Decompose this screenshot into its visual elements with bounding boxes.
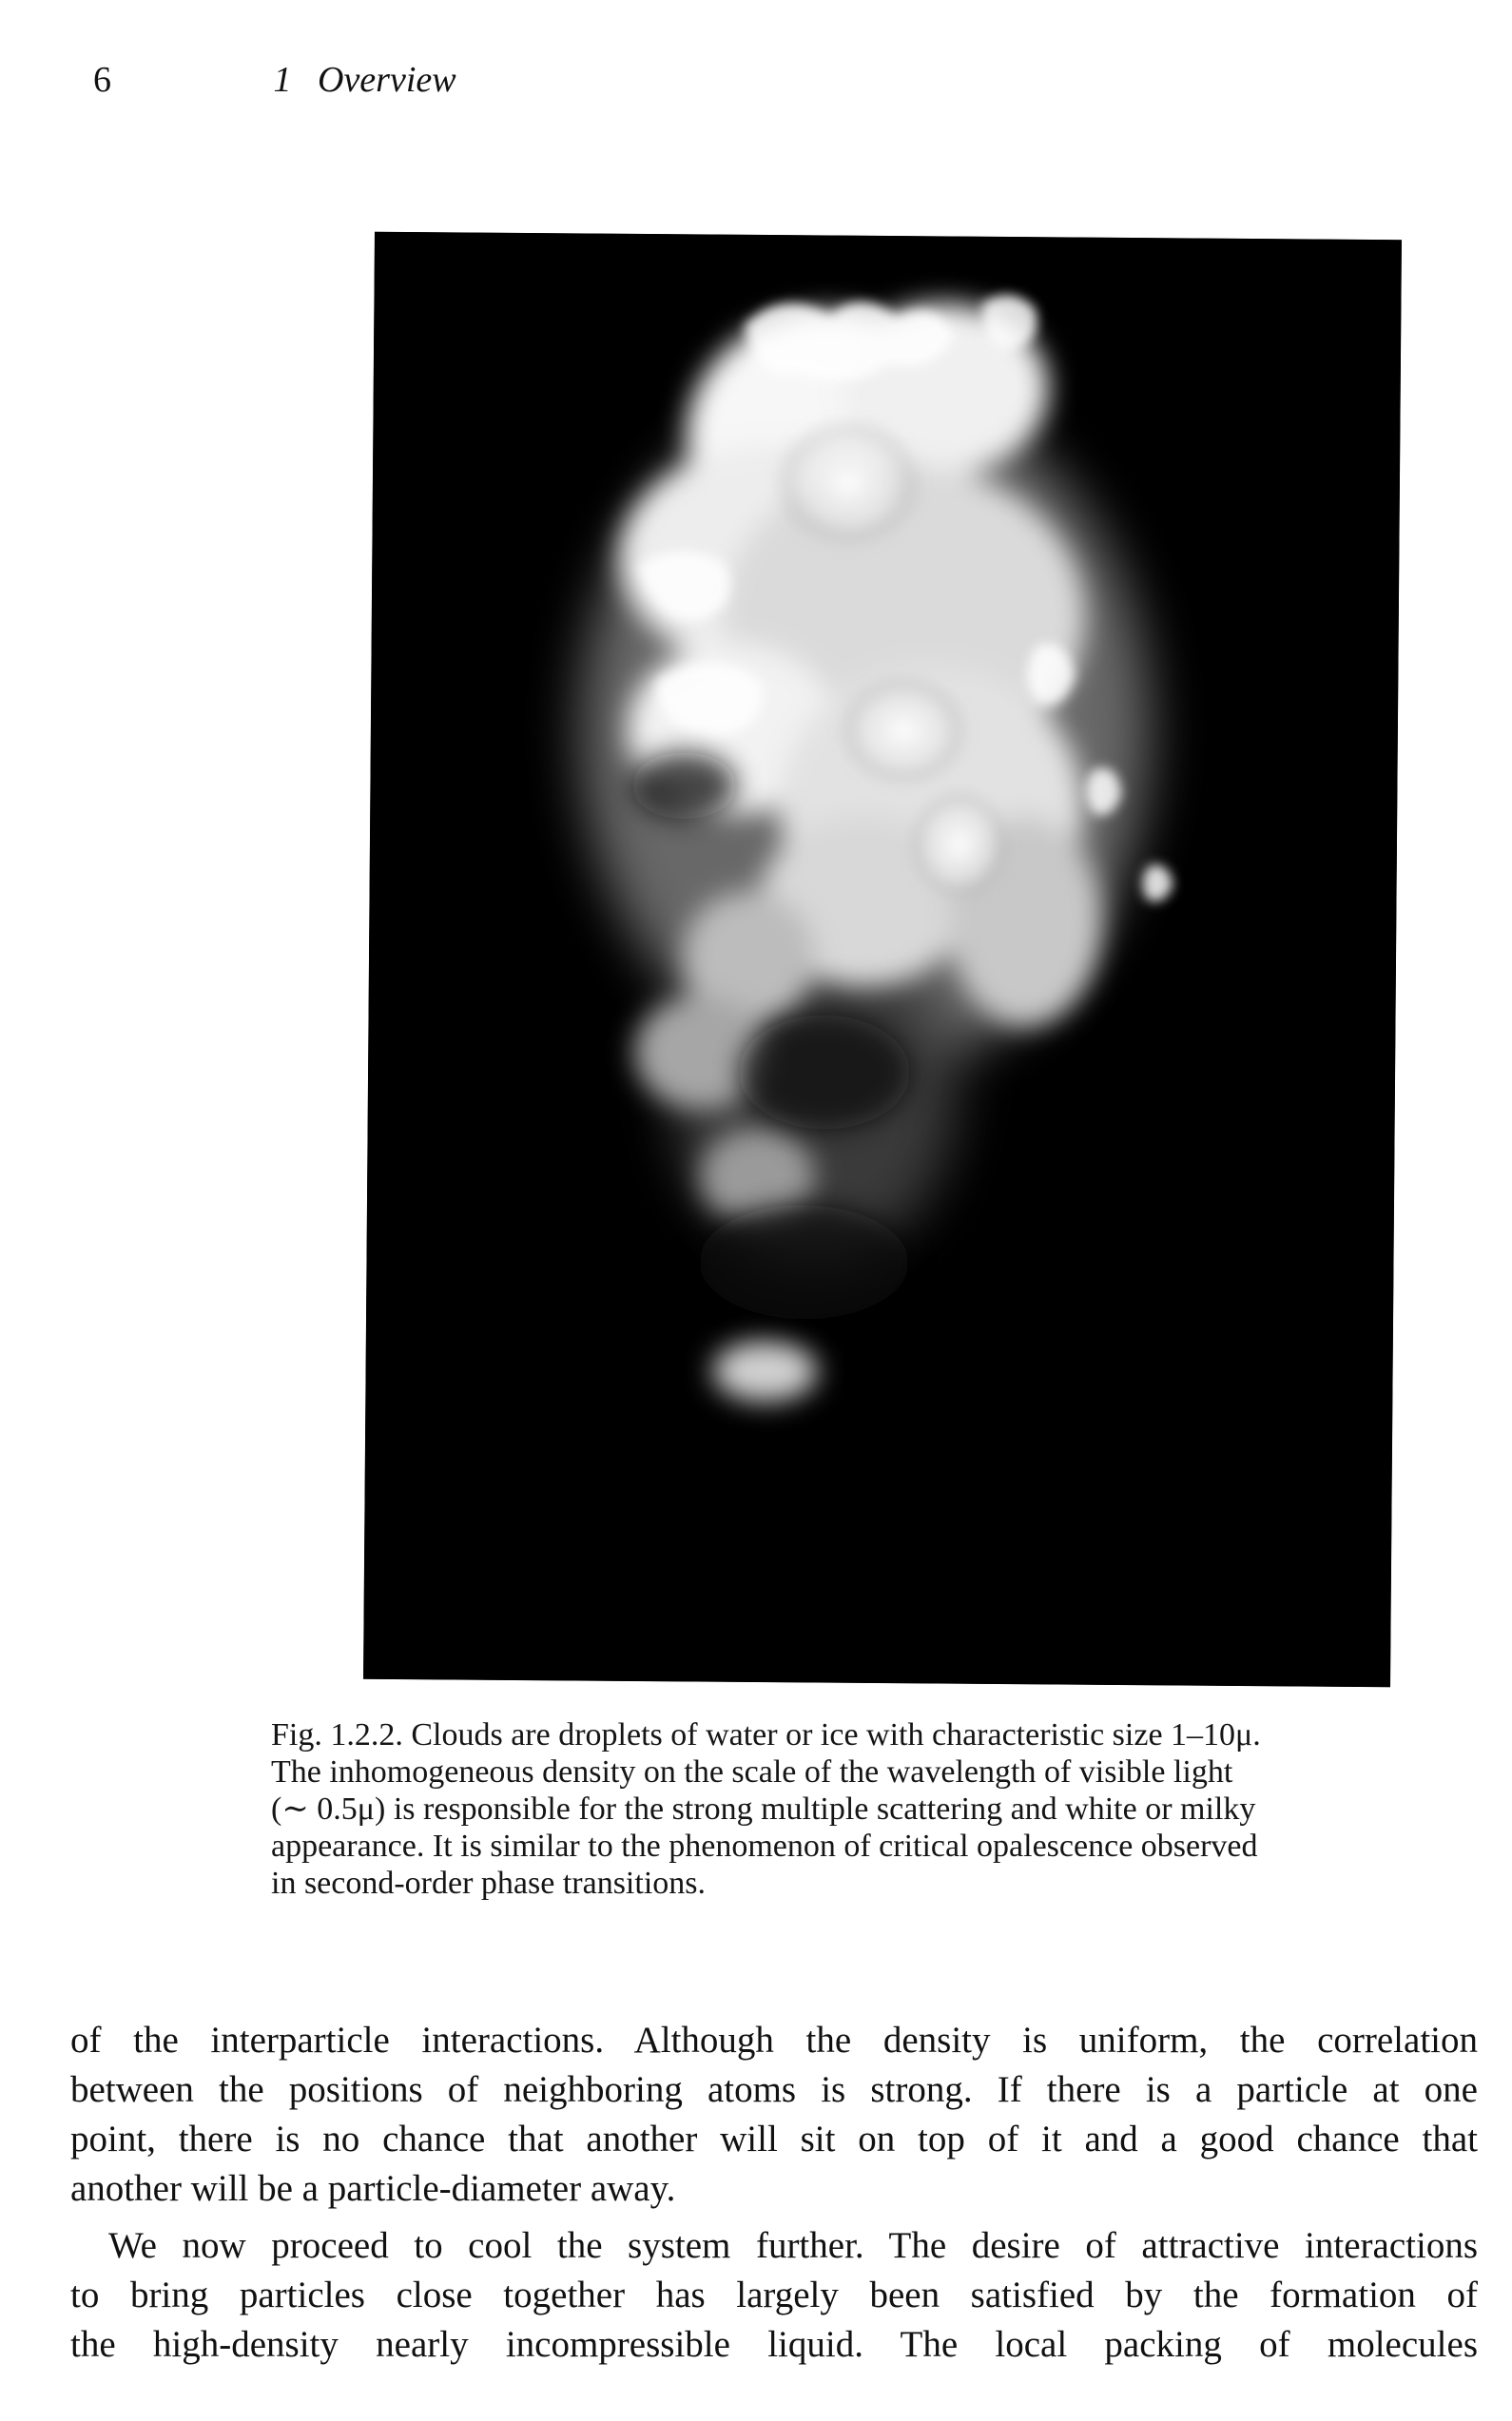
cloud-photograph bbox=[363, 232, 1402, 1687]
caption-line: in second-order phase transitions. bbox=[271, 1866, 706, 1901]
paragraph bbox=[70, 2221, 1478, 2370]
caption-line: Fig. 1.2.2. Clouds are droplets of water or ice with characteristic size 1–10μ. bbox=[271, 1717, 1261, 1753]
figure-caption bbox=[271, 1716, 1450, 1902]
text-line: We now proceed to cool the system further. The desire of attractive interactions bbox=[108, 2225, 1478, 2266]
text-line: to bring particles close together has largely been satisfied by the formation of bbox=[70, 2275, 1478, 2315]
body-text bbox=[70, 2016, 1478, 2370]
text-line: between the positions of neighboring atoms is strong. If there is a particle at one bbox=[70, 2069, 1478, 2110]
chapter-number: 1 bbox=[273, 60, 292, 100]
text-line: of the interparticle interactions. Although the density is uniform, the correlation bbox=[70, 2020, 1478, 2061]
text-line: the high-density nearly incompressible liquid. The local packing of molecules bbox=[70, 2324, 1478, 2365]
chapter-title: Overview bbox=[318, 60, 456, 100]
caption-line: appearance. It is similar to the phenomenon of critical opalescence observed bbox=[271, 1829, 1258, 1864]
text-line: point, there is no chance that another will sit on top of it and a good chance that bbox=[70, 2119, 1478, 2160]
text-line: another will be a particle-diameter away. bbox=[70, 2168, 676, 2209]
running-head bbox=[93, 59, 456, 101]
caption-line: (∼ 0.5μ) is responsible for the strong multiple scattering and white or milky bbox=[271, 1792, 1256, 1827]
page-number: 6 bbox=[93, 60, 111, 100]
paragraph-continued bbox=[70, 2016, 1478, 2214]
caption-line: The inhomogeneous density on the scale of the wavelength of visible light bbox=[271, 1754, 1233, 1790]
cloud-photo-image bbox=[363, 232, 1402, 1687]
